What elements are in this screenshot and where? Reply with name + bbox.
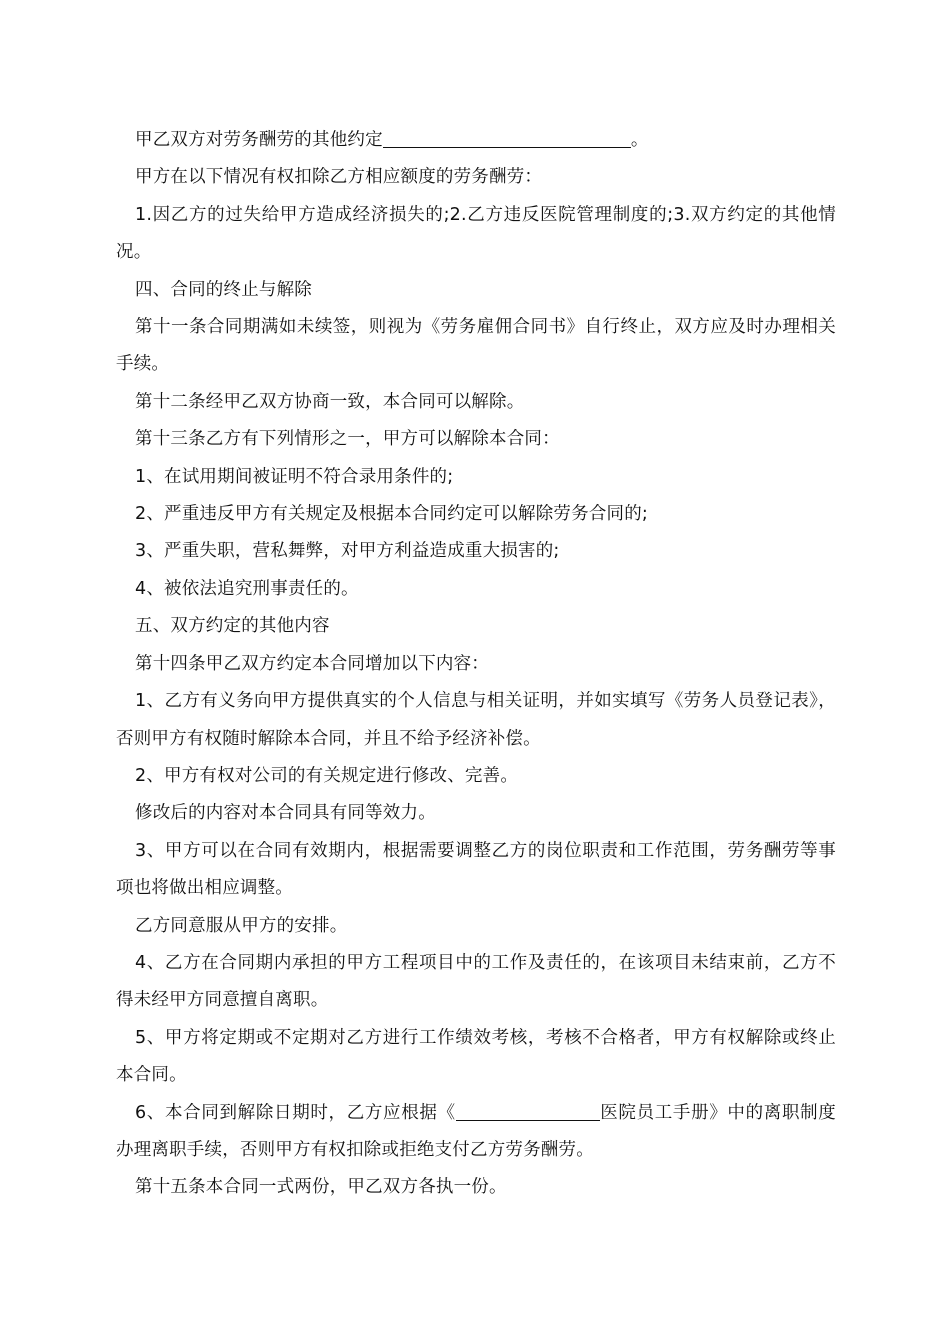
section-heading-termination: 四、合同的终止与解除	[135, 279, 312, 300]
list-item: 4、乙方在合同期内承担的甲方工程项目中的工作及责任的，在该项目未结束前，乙方不得未经甲方同意擅自离职。	[116, 952, 836, 1011]
clause-other-remuneration	[116, 122, 836, 159]
list-item: 4、被依法追究刑事责任的。	[135, 578, 359, 599]
list-item: 5、甲方将定期或不定期对乙方进行工作绩效考核，考核不合格者，甲方有权解除或终止本合同。	[116, 1027, 836, 1086]
clause-deduction-intro: 甲方在以下情况有权扣除乙方相应额度的劳务酬劳：	[135, 167, 543, 188]
list-item: 3、甲方可以在合同有效期内，根据需要调整乙方的岗位职责和工作范围，劳务酬劳等事项也将做出相应调整。	[116, 840, 836, 899]
list-item: 1、乙方有义务向甲方提供真实的个人信息与相关证明，并如实填写《劳务人员登记表》，否则甲方有权随时解除本合同，并且不给予经济补偿。	[116, 691, 836, 749]
article-thirteen: 第十三条乙方有下列情形之一，甲方可以解除本合同：	[135, 429, 560, 450]
list-item: 2、甲方有权对公司的有关规定进行修改、完善。	[135, 765, 519, 786]
section-heading-other-content: 五、双方约定的其他内容	[135, 616, 330, 637]
fill-in-blank[interactable]	[383, 125, 631, 148]
list-item: 2、严重违反甲方有关规定及根据本合同约定可以解除劳务合同的;	[135, 504, 649, 525]
list-item: 1、在试用期间被证明不符合录用条件的;	[135, 466, 454, 487]
article-twelve: 第十二条经甲乙双方协商一致，本合同可以解除。	[135, 391, 525, 412]
article-fifteen: 第十五条本合同一式两份，甲乙双方各执一份。	[135, 1177, 507, 1198]
clause-text: 甲乙双方对劳务酬劳的其他约定	[135, 130, 383, 150]
clause-text: 医院员工手册》中的离职制度办理离职手续，否则甲方有权扣除或拒绝支付乙方劳务酬劳。	[116, 1102, 836, 1160]
fill-in-blank[interactable]	[456, 1098, 600, 1121]
clause-text: 。	[630, 130, 649, 150]
article-eleven: 第十一条合同期满如未续签，则视为《劳务雇佣合同书》自行终止，双方应及时办理相关手续。	[116, 317, 836, 375]
list-item	[116, 1095, 836, 1170]
article-fourteen: 第十四条甲乙双方约定本合同增加以下内容：	[135, 653, 489, 674]
clause-text: 6、本合同到解除日期时，乙方应根据《	[135, 1102, 456, 1123]
contract-body	[116, 122, 836, 1207]
list-item-continuation: 修改后的内容对本合同具有同等效力。	[135, 803, 436, 824]
clause-deduction-items: 1.因乙方的过失给甲方造成经济损失的;2.乙方违反医院管理制度的;3.双方约定的其他情况。	[116, 204, 836, 263]
list-item: 3、严重失职，营私舞弊，对甲方利益造成重大损害的;	[135, 541, 560, 562]
list-item-continuation: 乙方同意服从甲方的安排。	[135, 915, 348, 936]
